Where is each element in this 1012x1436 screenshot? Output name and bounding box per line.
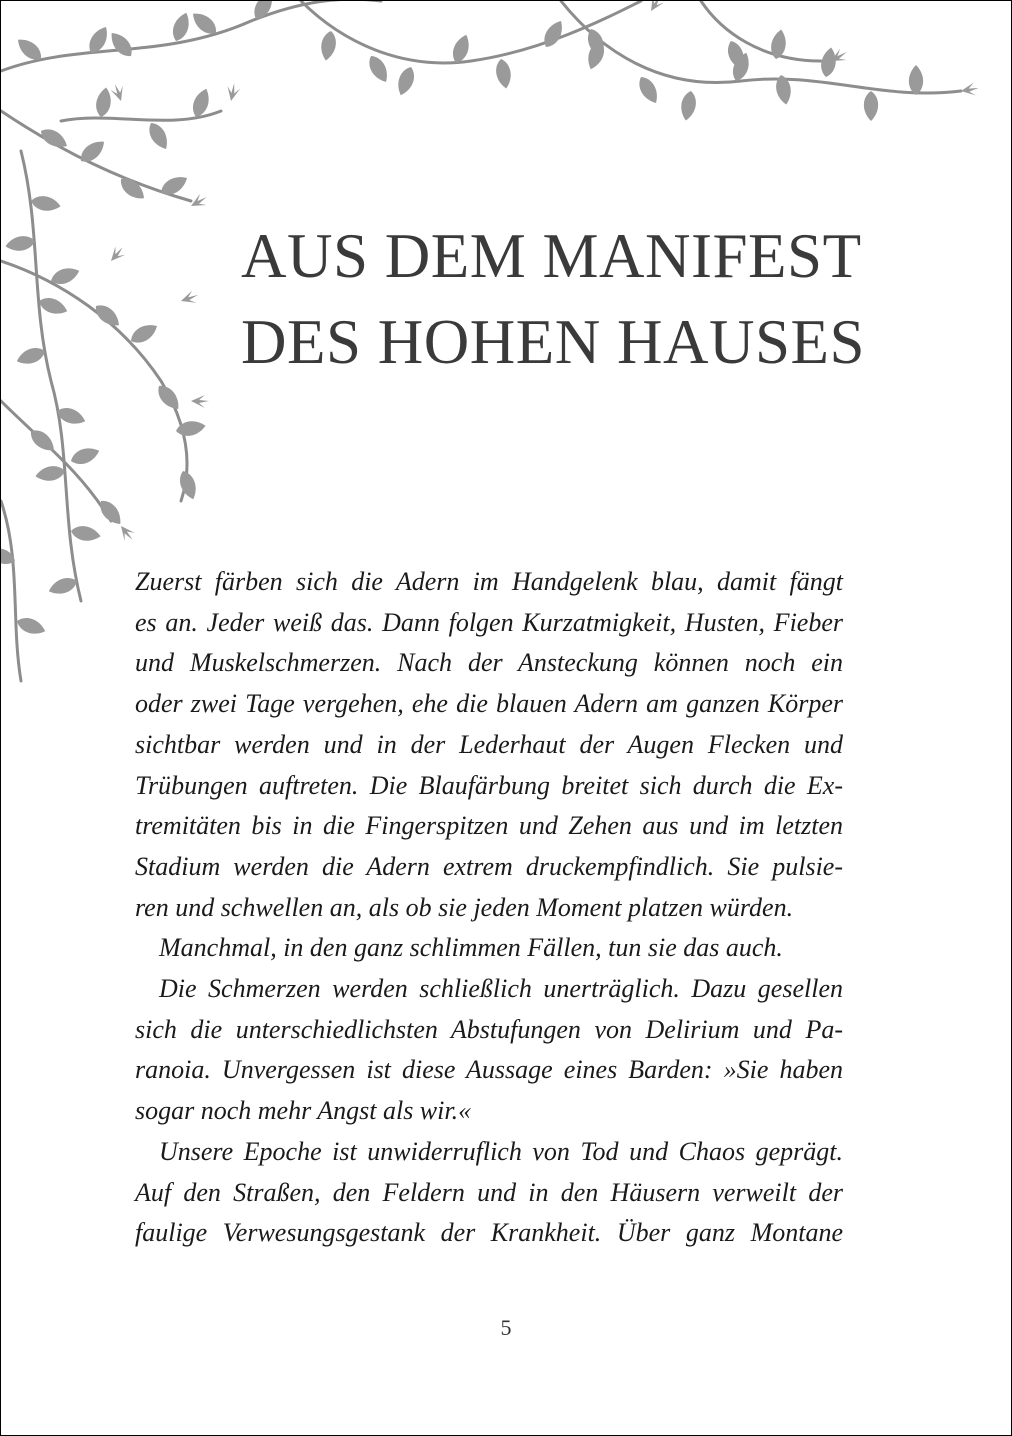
text-line: ren und schwellen an, als ob sie jeden Moment platzen würden. bbox=[135, 892, 794, 922]
text-line: Manchmal, in den ganz schlimmen Fällen, tun sie das auch. bbox=[159, 933, 783, 963]
chapter-title bbox=[241, 213, 866, 385]
text-line: und Muskelschmerzen. Nach der Ansteckung können noch ein bbox=[135, 648, 843, 678]
chapter-title-line-2: DES HOHEN HAUSES bbox=[241, 307, 866, 377]
text-line: es an. Jeder weiß das. Dann folgen Kurzatmigkeit, Husten, Fieber bbox=[135, 607, 843, 637]
chapter-title-line-1: AUS DEM MANIFEST bbox=[241, 221, 862, 291]
text-line: faulige Verwesungsgestank der Krankheit. Über ganz Montane bbox=[135, 1218, 843, 1248]
text-line: Trübungen auftreten. Die Blaufärbung breitet sich durch die Ex- bbox=[135, 770, 843, 800]
text-line: Die Schmerzen werden schließlich unerträglich. Dazu gesellen bbox=[159, 974, 843, 1004]
text-line: Unsere Epoche ist unwiderruflich von Tod und Chaos geprägt. bbox=[159, 1136, 843, 1166]
page-number: 5 bbox=[500, 1315, 512, 1340]
text-line: sich die unterschiedlichsten Abstufungen von Delirium und Pa- bbox=[135, 1014, 843, 1044]
text-line: Auf den Straßen, den Feldern und in den Häusern verweilt der bbox=[135, 1177, 843, 1207]
text-line: Stadium werden die Adern extrem druckempfindlich. Sie pulsie- bbox=[135, 851, 843, 881]
text-line: oder zwei Tage vergehen, ehe die blauen Adern am ganzen Körper bbox=[135, 689, 843, 719]
text-line: sogar noch mehr Angst als wir.« bbox=[135, 1096, 472, 1126]
text-line: Zuerst färben sich die Adern im Handgelenk blau, damit fängt bbox=[135, 567, 843, 596]
text-line: sichtbar werden und in der Lederhaut der Augen Flecken und bbox=[135, 729, 843, 759]
body-text bbox=[135, 562, 843, 1254]
text-line: tremitäten bis in die Fingerspitzen und Zehen aus und im letzten bbox=[135, 811, 843, 841]
text-line: ranoia. Unvergessen ist diese Aussage eines Barden: »Sie haben bbox=[135, 1055, 843, 1085]
